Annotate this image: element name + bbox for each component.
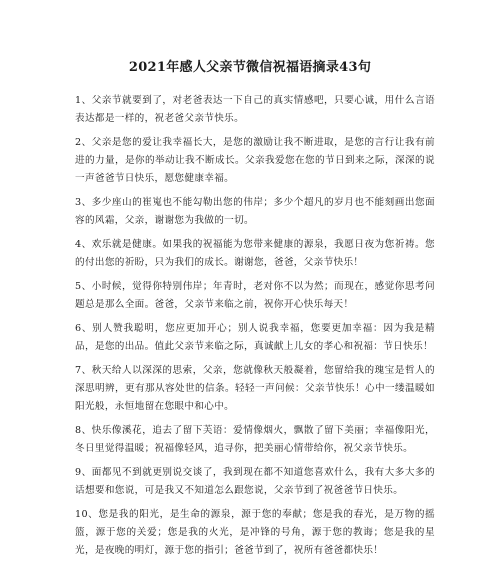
list-item: 8、快乐像溪花，追去了留下芙语：爱情像烟火，飘散了留下美丽；幸福像阳光，冬日里觉得温暖；祝福像轻风，追寻你，把美丽心情带给你，祝父亲节快乐。 bbox=[75, 425, 435, 454]
list-item: 6、别人赞我聪明，您应更加开心；别人说我幸福，您要更加幸福：因为我是精品，是您的出品。值此父亲节来临之际，真诚献上儿女的孝心和祝福：节日快乐！ bbox=[75, 323, 435, 352]
list-item: 9、面都见不到就更别说交谈了，我到现在都不知道您喜欢什么，我有大多大多的话想要和您说，可是我又不知道怎么跟您说，父亲节到了祝爸爸节日快乐。 bbox=[75, 467, 435, 496]
list-item: 3、多少座山的崔嵬也不能勾勒出您的伟岸；多少个超凡的岁月也不能刻画出您面容的风霜，父亲，谢谢您为我做的一切。 bbox=[75, 197, 435, 226]
list-item: 1、父亲节就要到了，对老爸表达一下自己的真实情感吧，只要心诚，用什么言语表达都是一样的，祝老爸父亲节快乐。 bbox=[75, 95, 435, 124]
list-item: 10、您是我的阳光，是生命的源泉，源于您的奉献；您是我的春光，是万物的摇篮，源于您的关爱；您是我的火光，是冲锋的号角，源于您的教诲；您是我的星光，是夜晚的明灯，源于您的指引；爸爸节到了，祝所有爸爸都快乐！ bbox=[75, 509, 435, 556]
page-title: 2021年感人父亲节微信祝福语摘录43句 bbox=[128, 60, 372, 75]
list-item: 4、欢乐就是健康。如果我的祝福能为您带来健康的源泉，我愿日夜为您祈祷。您的付出您的祈盼，只为我们的成长。谢谢您，爸爸，父亲节快乐！ bbox=[75, 239, 435, 268]
blessing-list bbox=[75, 92, 435, 566]
list-item: 7、秋天给人以深深的思索，父亲，您就像秋天般凝着，您留给我的瑰宝是哲人的深思明辨，更有那从容处世的信条。轻轻一声问候：父亲节快乐！心中一缕温暖如阳光般，永恒地留在您眼中和心中。 bbox=[75, 365, 435, 412]
list-item: 2、父亲是您的爱让我幸福长大，是您的激励让我不断进取，是您的言行让我有前进的力量，是你的举动让我不断成长。父亲我爱您在您的节日到来之际，深深的说一声爸爸节日快乐，愿您健康幸福。 bbox=[75, 137, 435, 184]
list-item: 5、小时候，觉得你特别伟岸；年青时，老对你不以为然；而现在，感觉你思考问题总是那么全面。爸爸，父亲节来临之前，祝你开心快乐每天！ bbox=[75, 281, 435, 310]
